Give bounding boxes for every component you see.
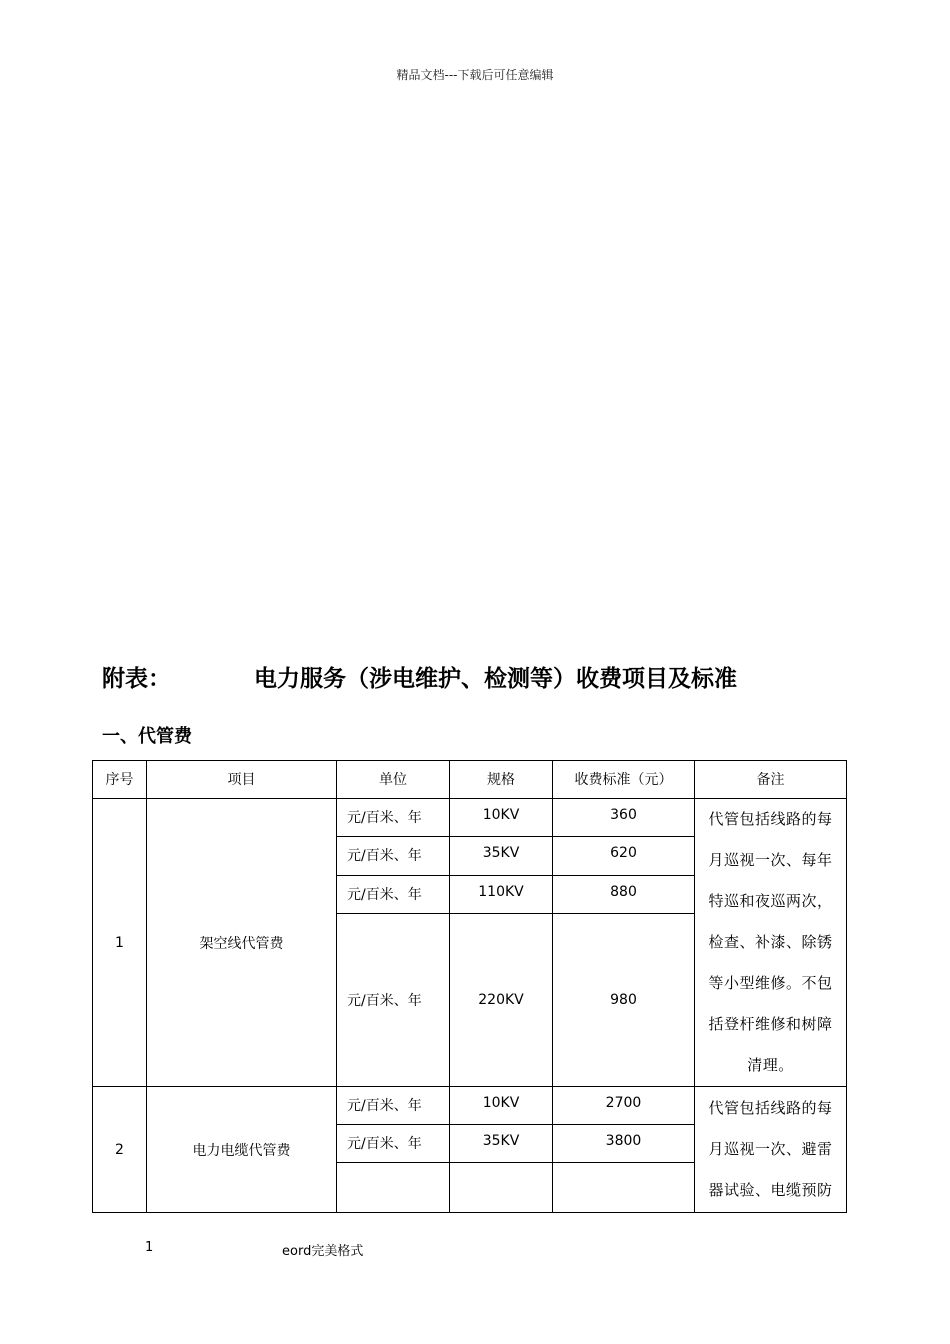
title-main: 电力服务（涉电维护、检测等）收费项目及标准	[254, 666, 737, 692]
fee-table	[92, 760, 847, 1213]
row-note	[695, 1087, 847, 1213]
note-line: 月巡视一次、避雷	[708, 1140, 833, 1158]
row-spec: 35KV	[450, 837, 553, 875]
row-price	[553, 1163, 695, 1213]
note-line: 特巡和夜巡两次，	[708, 892, 833, 910]
row-price: 880	[553, 875, 695, 913]
row-price: 3800	[553, 1125, 695, 1163]
table-header-row	[93, 761, 847, 799]
header-note: 精品文档---下载后可任意编辑	[396, 68, 554, 82]
row-unit: 元/百米、年	[337, 875, 450, 913]
row-spec: 10KV	[450, 1087, 553, 1125]
row-note	[695, 799, 847, 1087]
row-spec: 110KV	[450, 875, 553, 913]
table-row	[93, 799, 847, 837]
note-line: 代管包括线路的每	[708, 1099, 833, 1117]
row-unit	[337, 1163, 450, 1213]
row-unit: 元/百米、年	[337, 1087, 450, 1125]
row-spec: 10KV	[450, 799, 553, 837]
note-line: 代管包括线路的每	[708, 810, 833, 828]
row-item: 架空线代管费	[147, 799, 337, 1087]
row-price: 2700	[553, 1087, 695, 1125]
note-line: 月巡视一次、每年	[708, 851, 833, 869]
row-item: 电力电缆代管费	[147, 1087, 337, 1213]
header-cell-price: 收费标准（元）	[553, 761, 695, 799]
row-number: 1	[93, 799, 147, 1087]
header-cell-no: 序号	[93, 761, 147, 799]
page-number: 1	[145, 1240, 154, 1255]
section-heading: 一、代管费	[102, 726, 192, 747]
row-unit: 元/百米、年	[337, 799, 450, 837]
row-price: 620	[553, 837, 695, 875]
header-cell-item: 项目	[147, 761, 337, 799]
header-cell-spec: 规格	[450, 761, 553, 799]
note-line: 括登杆维修和树障	[708, 1015, 833, 1033]
row-unit: 元/百米、年	[337, 1125, 450, 1163]
document-title	[102, 660, 862, 693]
row-number: 2	[93, 1087, 147, 1213]
note-line: 清理。	[747, 1056, 794, 1074]
row-unit: 元/百米、年	[337, 914, 450, 1087]
row-price: 980	[553, 914, 695, 1087]
header-cell-unit: 单位	[337, 761, 450, 799]
row-spec: 35KV	[450, 1125, 553, 1163]
header-cell-note: 备注	[695, 761, 847, 799]
note-line: 器试验、电缆预防	[708, 1181, 833, 1199]
title-prefix: 附表：	[102, 666, 171, 692]
table-row	[93, 1087, 847, 1125]
row-spec	[450, 1163, 553, 1213]
footer-text: eord完美格式	[282, 1244, 364, 1259]
note-line: 等小型维修。不包	[708, 974, 833, 992]
row-spec: 220KV	[450, 914, 553, 1087]
row-price: 360	[553, 799, 695, 837]
row-unit: 元/百米、年	[337, 837, 450, 875]
note-line: 检查、补漆、除锈	[708, 933, 833, 951]
